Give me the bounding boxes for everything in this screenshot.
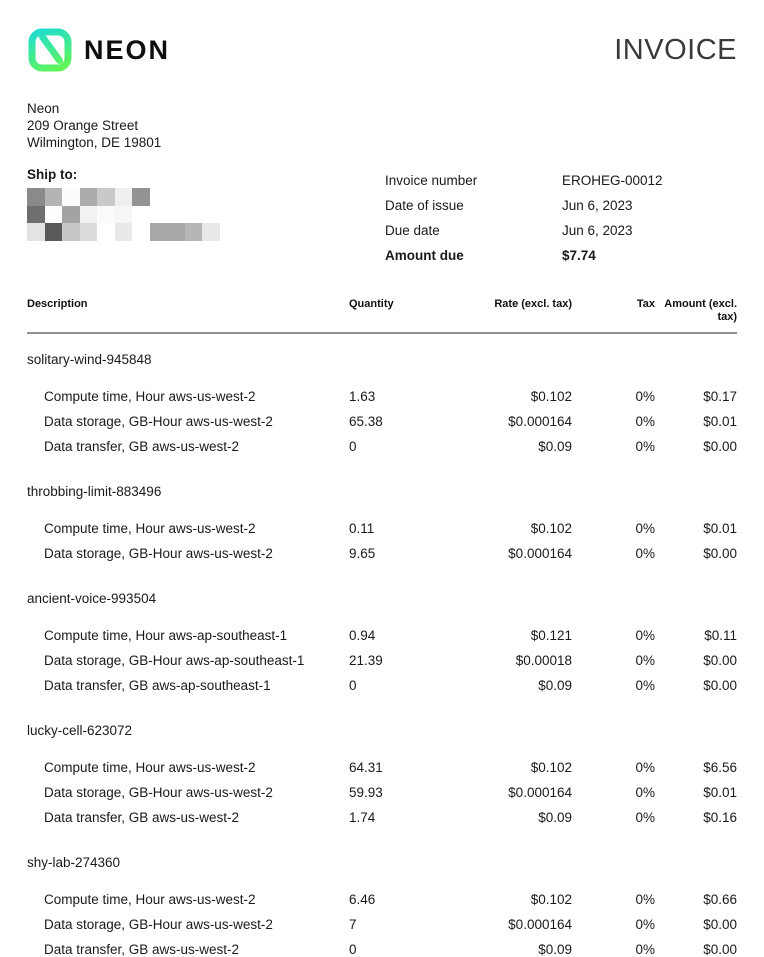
- line-item-amount: $0.00: [703, 678, 737, 693]
- line-item-quantity: 1.74: [349, 810, 376, 825]
- line-item-row: [27, 415, 737, 429]
- col-header-tax: Tax: [636, 298, 655, 310]
- project-section: [27, 592, 737, 693]
- line-item-description: Compute time, Hour aws-ap-southeast-1: [44, 628, 288, 643]
- invoice-number-label: Invoice number: [385, 173, 478, 188]
- line-item-quantity: 64.31: [349, 760, 383, 775]
- redaction-pixel: [80, 206, 98, 224]
- due-date-label: Due date: [385, 223, 440, 238]
- line-item-rate: $0.09: [538, 678, 572, 693]
- redaction-pixel: [62, 188, 80, 206]
- line-item-tax: 0%: [635, 546, 655, 561]
- line-item-amount: $0.00: [703, 546, 737, 561]
- invoice-table-body: [27, 353, 737, 957]
- line-item-description: Compute time, Hour aws-us-west-2: [44, 389, 256, 404]
- line-item-rate: $0.000164: [508, 546, 572, 561]
- due-date-value: Jun 6, 2023: [562, 223, 633, 238]
- line-item-rate: $0.102: [530, 892, 572, 907]
- company-street: 209 Orange Street: [27, 118, 139, 133]
- line-item-quantity: 0.94: [349, 628, 376, 643]
- col-header-rate: Rate (excl. tax): [494, 298, 572, 310]
- line-item-tax: 0%: [635, 785, 655, 800]
- redaction-pixel: [132, 223, 150, 241]
- line-item-rate: $0.000164: [508, 785, 572, 800]
- line-item-row: [27, 522, 737, 536]
- line-item-amount: $0.66: [703, 892, 737, 907]
- line-item-rate: $0.102: [530, 521, 572, 536]
- line-item-rate: $0.09: [538, 439, 572, 454]
- line-item-tax: 0%: [635, 439, 655, 454]
- line-item-rate: $0.121: [530, 628, 572, 643]
- redaction-pixel: [132, 188, 150, 206]
- redaction-pixel: [185, 206, 203, 224]
- line-item-amount: $0.16: [703, 810, 737, 825]
- line-item-rate: $0.102: [530, 760, 572, 775]
- redaction-pixel: [202, 223, 220, 241]
- line-item-quantity: 1.63: [349, 389, 376, 404]
- line-item-tax: 0%: [635, 917, 655, 932]
- line-item-amount: $0.11: [704, 628, 737, 643]
- line-item-quantity: 0.11: [349, 521, 375, 536]
- line-item-quantity: 7: [349, 917, 357, 932]
- redaction-pixel: [185, 223, 203, 241]
- line-item-row: [27, 654, 737, 668]
- redaction-pixel: [80, 223, 98, 241]
- brand-wordmark: NEON: [84, 34, 171, 65]
- redaction-pixel: [150, 223, 168, 241]
- section-rows: [27, 893, 737, 957]
- project-name: lucky-cell-623072: [27, 723, 133, 738]
- line-item-description: Compute time, Hour aws-us-west-2: [44, 760, 256, 775]
- line-item-description: Data storage, GB-Hour aws-us-west-2: [44, 785, 273, 800]
- line-item-amount: $0.01: [703, 785, 737, 800]
- line-item-description: Data transfer, GB aws-us-west-2: [44, 439, 240, 454]
- col-header-amount: Amount (excl. tax): [664, 298, 737, 323]
- redaction-pixel: [167, 206, 185, 224]
- ship-to-block: [27, 166, 385, 274]
- line-item-tax: 0%: [635, 892, 655, 907]
- brand-lockup: [27, 27, 170, 73]
- project-name: solitary-wind-945848: [27, 352, 152, 367]
- line-item-row: [27, 761, 737, 775]
- redaction-pixel: [97, 188, 115, 206]
- line-item-description: Data storage, GB-Hour aws-us-west-2: [44, 917, 273, 932]
- project-section: [27, 856, 737, 957]
- line-item-tax: 0%: [635, 628, 655, 643]
- redaction-pixel: [185, 188, 203, 206]
- invoice-meta-block: [385, 166, 737, 274]
- date-of-issue-value: Jun 6, 2023: [562, 198, 633, 213]
- line-item-amount: $0.01: [703, 414, 737, 429]
- line-item-rate: $0.09: [538, 942, 572, 957]
- section-rows: [27, 390, 737, 454]
- line-item-amount: $0.00: [703, 439, 737, 454]
- meta-row-amount-due: [385, 249, 737, 263]
- line-item-amount: $0.17: [703, 389, 737, 404]
- redaction-pixel: [80, 188, 98, 206]
- line-item-quantity: 65.38: [349, 414, 383, 429]
- redacted-address: [27, 188, 385, 241]
- line-item-row: [27, 811, 737, 825]
- line-item-tax: 0%: [635, 414, 655, 429]
- line-item-tax: 0%: [635, 678, 655, 693]
- section-rows: [27, 761, 737, 825]
- redaction-pixel: [45, 206, 63, 224]
- project-section: [27, 724, 737, 825]
- line-item-description: Data transfer, GB aws-ap-southeast-1: [44, 678, 271, 693]
- redaction-pixel: [115, 206, 133, 224]
- line-item-row: [27, 679, 737, 693]
- company-address-block: [27, 100, 737, 151]
- line-item-row: [27, 893, 737, 907]
- line-item-row: [27, 943, 737, 957]
- line-item-amount: $6.56: [703, 760, 737, 775]
- line-item-amount: $0.00: [703, 942, 737, 957]
- meta-row-date-of-issue: [385, 199, 737, 213]
- line-item-description: Data storage, GB-Hour aws-ap-southeast-1: [44, 653, 305, 668]
- top-bar: [27, 27, 737, 73]
- project-name: ancient-voice-993504: [27, 591, 157, 606]
- project-section: [27, 353, 737, 454]
- line-item-row: [27, 440, 737, 454]
- line-item-row: [27, 629, 737, 643]
- project-name: shy-lab-274360: [27, 855, 121, 870]
- line-item-tax: 0%: [635, 760, 655, 775]
- project-section: [27, 485, 737, 561]
- table-header-row: [27, 298, 737, 334]
- line-item-amount: $0.00: [703, 917, 737, 932]
- line-item-row: [27, 390, 737, 404]
- line-item-description: Compute time, Hour aws-us-west-2: [44, 892, 256, 907]
- date-of-issue-label: Date of issue: [385, 198, 464, 213]
- line-item-rate: $0.00018: [515, 653, 572, 668]
- line-item-tax: 0%: [635, 521, 655, 536]
- line-item-tax: 0%: [635, 810, 655, 825]
- redaction-pixel: [27, 188, 45, 206]
- document-title: INVOICE: [614, 33, 737, 66]
- invoice-table: [27, 298, 737, 957]
- col-header-quantity: Quantity: [349, 298, 394, 310]
- line-item-quantity: 21.39: [349, 653, 383, 668]
- line-item-description: Compute time, Hour aws-us-west-2: [44, 521, 256, 536]
- line-item-description: Data transfer, GB aws-us-west-2: [44, 810, 240, 825]
- line-item-description: Data storage, GB-Hour aws-us-west-2: [44, 414, 273, 429]
- project-name: throbbing-limit-883496: [27, 484, 162, 499]
- line-item-quantity: 59.93: [349, 785, 383, 800]
- redaction-pixel: [27, 223, 45, 241]
- redaction-pixel: [62, 206, 80, 224]
- redaction-pixel: [132, 206, 150, 224]
- ship-and-meta-row: [27, 166, 737, 274]
- section-rows: [27, 629, 737, 693]
- redaction-pixel: [150, 206, 168, 224]
- redaction-pixel: [202, 188, 220, 206]
- ship-to-label: Ship to:: [27, 167, 78, 182]
- line-item-quantity: 0: [349, 942, 357, 957]
- redaction-pixel: [27, 206, 45, 224]
- redaction-pixel: [115, 188, 133, 206]
- line-item-quantity: 0: [349, 439, 357, 454]
- redaction-pixel: [150, 188, 168, 206]
- line-item-quantity: 6.46: [349, 892, 376, 907]
- redaction-pixel: [167, 223, 185, 241]
- company-name: Neon: [27, 101, 60, 116]
- neon-logo-icon: [27, 27, 73, 73]
- amount-due-value: $7.74: [562, 248, 596, 263]
- line-item-quantity: 9.65: [349, 546, 376, 561]
- redaction-pixel: [97, 206, 115, 224]
- line-item-row: [27, 547, 737, 561]
- amount-due-label: Amount due: [385, 248, 464, 263]
- line-item-rate: $0.000164: [508, 917, 572, 932]
- redaction-pixel: [97, 223, 115, 241]
- line-item-amount: $0.01: [703, 521, 737, 536]
- line-item-description: Data transfer, GB aws-us-west-2: [44, 942, 240, 957]
- company-city-state: Wilmington, DE 19801: [27, 135, 162, 150]
- line-item-quantity: 0: [349, 678, 357, 693]
- redaction-pixel: [115, 223, 133, 241]
- line-item-rate: $0.09: [538, 810, 572, 825]
- line-item-row: [27, 786, 737, 800]
- col-header-description: Description: [27, 298, 88, 310]
- invoice-number-value: EROHEG-00012: [562, 173, 663, 188]
- section-rows: [27, 522, 737, 561]
- redaction-pixel: [167, 188, 185, 206]
- redaction-pixel: [62, 223, 80, 241]
- meta-row-due-date: [385, 224, 737, 238]
- line-item-description: Data storage, GB-Hour aws-us-west-2: [44, 546, 273, 561]
- redaction-pixel: [45, 188, 63, 206]
- line-item-tax: 0%: [635, 653, 655, 668]
- redaction-pixel: [45, 223, 63, 241]
- line-item-rate: $0.102: [530, 389, 572, 404]
- line-item-tax: 0%: [635, 389, 655, 404]
- line-item-tax: 0%: [635, 942, 655, 957]
- line-item-rate: $0.000164: [508, 414, 572, 429]
- redaction-pixel: [202, 206, 220, 224]
- line-item-row: [27, 918, 737, 932]
- meta-row-invoice-number: [385, 174, 737, 188]
- line-item-amount: $0.00: [703, 653, 737, 668]
